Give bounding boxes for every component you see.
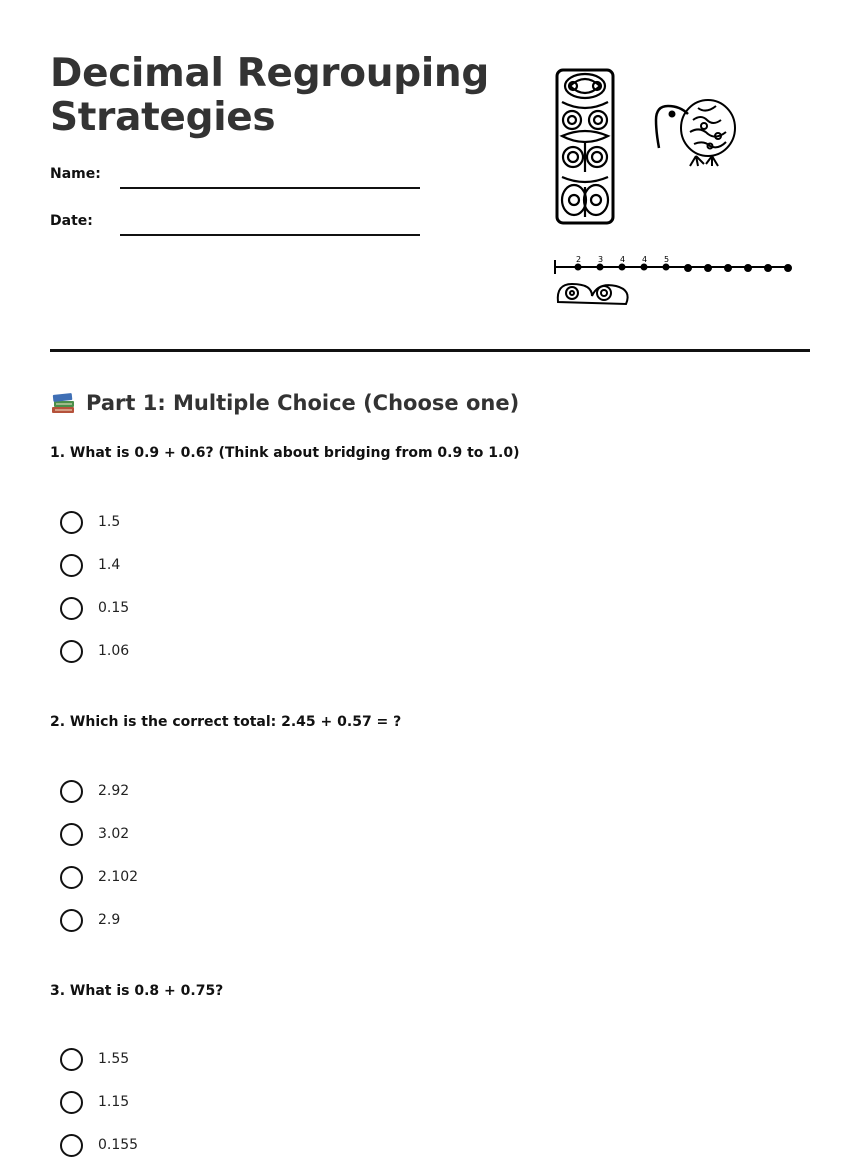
number-line-icon <box>555 255 792 274</box>
kiwi-bird-icon <box>656 100 735 166</box>
option-label: 1.55 <box>98 1051 130 1067</box>
number-line-label: 4 <box>642 255 648 264</box>
number-line-label: 3 <box>598 255 604 264</box>
q3-option-b[interactable] <box>60 1090 129 1114</box>
header-divider <box>50 349 810 352</box>
radio-button[interactable] <box>60 866 83 889</box>
q3-option-a[interactable] <box>60 1047 129 1071</box>
radio-button[interactable] <box>60 1048 83 1071</box>
radio-button[interactable] <box>60 597 83 620</box>
option-label: 2.9 <box>98 912 121 928</box>
number-line-label: 2 <box>576 255 582 264</box>
q1-option-d[interactable] <box>60 639 129 663</box>
name-field[interactable] <box>120 187 420 189</box>
radio-button[interactable] <box>60 1091 83 1114</box>
books-icon <box>50 390 76 416</box>
title-line-1: Decimal Regrouping <box>50 51 489 96</box>
radio-button[interactable] <box>60 554 83 577</box>
option-label: 1.5 <box>98 514 121 530</box>
section-title: Part 1: Multiple Choice (Choose one) <box>86 391 520 415</box>
option-label: 2.92 <box>98 783 130 799</box>
number-line-label: 5 <box>664 255 670 264</box>
option-label: 3.02 <box>98 826 130 842</box>
section-heading <box>50 390 519 416</box>
q2-option-a[interactable] <box>60 779 129 803</box>
q1-option-b[interactable] <box>60 553 120 577</box>
q2-option-d[interactable] <box>60 908 120 932</box>
header-illustration <box>548 62 808 312</box>
worksheet-title <box>50 52 489 140</box>
q2-option-c[interactable] <box>60 865 138 889</box>
date-field[interactable] <box>120 234 420 236</box>
q3-option-c[interactable] <box>60 1133 138 1157</box>
option-label: 1.4 <box>98 557 121 573</box>
carved-panel-icon <box>557 70 613 223</box>
radio-button[interactable] <box>60 909 83 932</box>
option-label: 1.06 <box>98 643 130 659</box>
number-line-label: 4 <box>620 255 626 264</box>
title-line-2: Strategies <box>50 95 276 140</box>
name-label: Name: <box>50 166 101 182</box>
option-label: 1.15 <box>98 1094 130 1110</box>
date-label: Date: <box>50 213 93 229</box>
q1-option-a[interactable] <box>60 510 120 534</box>
q1-option-c[interactable] <box>60 596 129 620</box>
option-label: 0.15 <box>98 600 130 616</box>
scroll-ornament-icon <box>558 284 628 304</box>
radio-button[interactable] <box>60 511 83 534</box>
option-label: 2.102 <box>98 869 139 885</box>
radio-button[interactable] <box>60 1134 83 1157</box>
question-2: 2. Which is the correct total: 2.45 + 0.57 = ? <box>50 714 402 730</box>
question-1: 1. What is 0.9 + 0.6? (Think about bridging from 0.9 to 1.0) <box>50 445 520 461</box>
option-label: 0.155 <box>98 1137 139 1153</box>
radio-button[interactable] <box>60 780 83 803</box>
radio-button[interactable] <box>60 823 83 846</box>
q2-option-b[interactable] <box>60 822 129 846</box>
radio-button[interactable] <box>60 640 83 663</box>
question-3: 3. What is 0.8 + 0.75? <box>50 983 224 999</box>
